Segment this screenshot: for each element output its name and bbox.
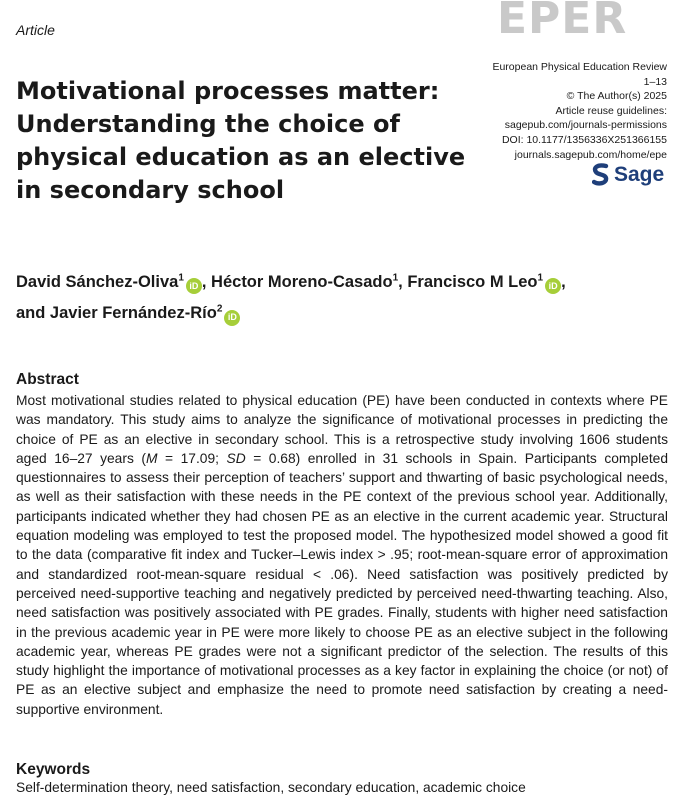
- abstract-heading: Abstract: [16, 371, 79, 388]
- keywords-heading: Keywords: [16, 761, 91, 778]
- affiliation-mark: 2: [216, 303, 223, 315]
- orcid-icon[interactable]: iD: [224, 310, 240, 326]
- author-name: David Sánchez-Oliva: [16, 272, 179, 291]
- reuse-link[interactable]: sagepub.com/journals-permissions: [504, 119, 667, 132]
- abstract-text: Most motivational studies related to physical education (PE) have been conducted in contexts where PE was mandatory. This study aims to analyze the significance of motivational processes in predicting the choice of PE as an elective in secondary school. This is a retrospective study involving 1606 students aged 16–27 years (M = 17.09; SD = 0.68) enrolled in 31 schools in Spain. Participants completed questionnaires to assess their perception of teachers’ support and thwarting of basic psychological needs, as well as their satisfaction with these needs in the PE context of the previous school year. Additionally, participants indicated whether they had chosen PE as an elective in the current academic year. Structural equation modeling was employed to test the proposed model. The hypothesized model showed a good fit to the data (comparative fit index and Tucker–Lewis index > .95; root-mean-square error of approximation and standardized root-mean-square residual < .06). Need satisfaction was positively predicted by perceived need-supportive teaching and negatively predicted by perceived need-thwarting teaching. Also, need satisfaction was positively associated with PE grades. Finally, students with higher need satisfaction in the previous academic year in PE were more likely to choose PE as an elective subject in the following academic year, whereas PE grades were not a significant predictor of the selection. The results of this study highlight the importance of motivational processes as a key factor in explaining the choice (or not) of PE as an elective subject and emphasize the need to promote need satisfaction by creating a need-supportive environment.: [16, 393, 669, 717]
- author-name: and Javier Fernández-Río: [16, 304, 217, 322]
- reuse-label: Article reuse guidelines:: [555, 104, 667, 117]
- journal-name: European Physical Education Review: [492, 61, 667, 73]
- author-name: Héctor Moreno-Casado: [211, 272, 393, 291]
- author-name: Francisco M Leo: [407, 272, 538, 291]
- stat-symbol: SD: [226, 450, 246, 466]
- article-type-label: Article: [16, 22, 55, 38]
- author-list: [16, 264, 666, 327]
- author-1: David Sánchez-Oliva$^1$iD ,: [16, 273, 211, 291]
- orcid-icon[interactable]: iD: [545, 278, 561, 294]
- author-2: Héctor Moreno-Casado$^1$,: [211, 272, 408, 291]
- keywords-text: Self-determination theory, need satisfaction, secondary education, academic choice: [16, 780, 526, 795]
- publisher-logo: [592, 162, 672, 188]
- doi[interactable]: DOI: 10.1177/1356336X251366155: [501, 133, 667, 146]
- affiliation-mark: 1: [537, 272, 544, 283]
- orcid-icon[interactable]: iD: [186, 278, 202, 294]
- stat-symbol: M: [145, 450, 158, 466]
- author-4: [16, 304, 240, 322]
- publisher-name: Sage: [614, 163, 665, 186]
- sage-s-icon: [592, 163, 610, 187]
- journal-url[interactable]: journals.sagepub.com/home/epe: [514, 148, 667, 161]
- author-3: Francisco M Leo$^1$iD ,: [407, 273, 565, 291]
- page-range: 1–13: [643, 75, 667, 88]
- journal-logo: EPER: [497, 0, 628, 38]
- copyright: © The Author(s) 2025: [566, 90, 667, 103]
- article-title: Motivational processes matter: Understanding the choice of physical education as an elective in secondary school: [16, 77, 466, 204]
- affiliation-mark: 1: [392, 272, 399, 283]
- affiliation-mark: 1: [178, 272, 184, 283]
